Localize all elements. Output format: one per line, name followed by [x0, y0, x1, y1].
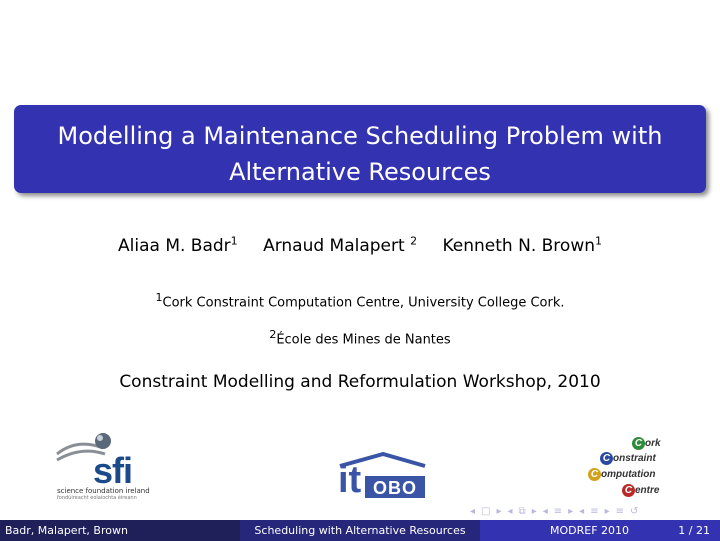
- title-line-1: Modelling a Maintenance Scheduling Problem with: [57, 122, 663, 150]
- itobo-logo: [335, 452, 430, 500]
- sfi-wordmark: sfi: [93, 450, 133, 491]
- sfi-subtitle: science foundation ireland: [57, 487, 150, 495]
- sfi-subtitle-irish: fondúireacht eolaíochta éireann: [57, 495, 137, 501]
- nav-frame-icon[interactable]: ⧉: [518, 505, 526, 517]
- nav-next-frame-icon[interactable]: ▸: [531, 505, 537, 517]
- nav-section-icon[interactable]: ≡: [590, 505, 599, 517]
- title-box: [14, 105, 706, 193]
- author-1: Aliaa M. Badr$^1$: [118, 234, 238, 256]
- author-2: Arnaud Malapert $^2$: [263, 234, 418, 256]
- nav-prev-frame-icon[interactable]: ◂: [507, 505, 513, 517]
- footer-right: [480, 520, 720, 541]
- itobo-obo-text: OBO: [373, 478, 418, 498]
- footer-authors: Badr, Malapert, Brown: [0, 520, 240, 541]
- itobo-it-text: it: [338, 459, 362, 501]
- nav-next-section-icon[interactable]: ▸: [604, 505, 610, 517]
- nav-search-icon[interactable]: ↺: [630, 505, 639, 517]
- sfi-logo: [55, 432, 175, 502]
- nav-prev-subsection-icon[interactable]: ◂: [542, 505, 548, 517]
- footer-bar: [0, 520, 720, 541]
- nav-prev-section-icon[interactable]: ◂: [579, 505, 585, 517]
- footer-venue: MODREF 2010: [550, 524, 630, 537]
- authors: [0, 234, 720, 256]
- nav-next-subsection-icon[interactable]: ▸: [568, 505, 574, 517]
- title-line-2: Alternative Resources: [229, 158, 491, 186]
- footer-page-number: 1 / 21: [678, 524, 710, 537]
- 4c-row-computation: C omputation: [588, 468, 655, 481]
- nav-subsection-icon[interactable]: ≡: [553, 505, 563, 517]
- nav-next-slide-icon[interactable]: ▸: [496, 505, 502, 517]
- 4c-row-centre: C entre: [622, 484, 659, 497]
- 4c-logo: [582, 437, 682, 499]
- beamer-navigation: [470, 504, 715, 518]
- footer-short-title: Scheduling with Alternative Resources: [240, 520, 480, 541]
- affiliation-2: $^2$École des Mines de Nantes: [269, 328, 451, 348]
- nav-appendix-icon[interactable]: ≡: [615, 505, 625, 517]
- workshop-name: Constraint Modelling and Reformulation Workshop, 2010: [119, 372, 601, 392]
- 4c-row-constraint: C onstraint: [600, 452, 656, 465]
- affiliation-1: $^1$Cork Constraint Computation Centre, University College Cork.: [155, 291, 565, 311]
- nav-slide-icon[interactable]: □: [481, 505, 491, 517]
- author-3: Kenneth N. Brown$^1$: [442, 234, 602, 256]
- 4c-row-cork: C ork: [632, 437, 661, 450]
- nav-prev-slide-icon[interactable]: ◂: [470, 505, 476, 517]
